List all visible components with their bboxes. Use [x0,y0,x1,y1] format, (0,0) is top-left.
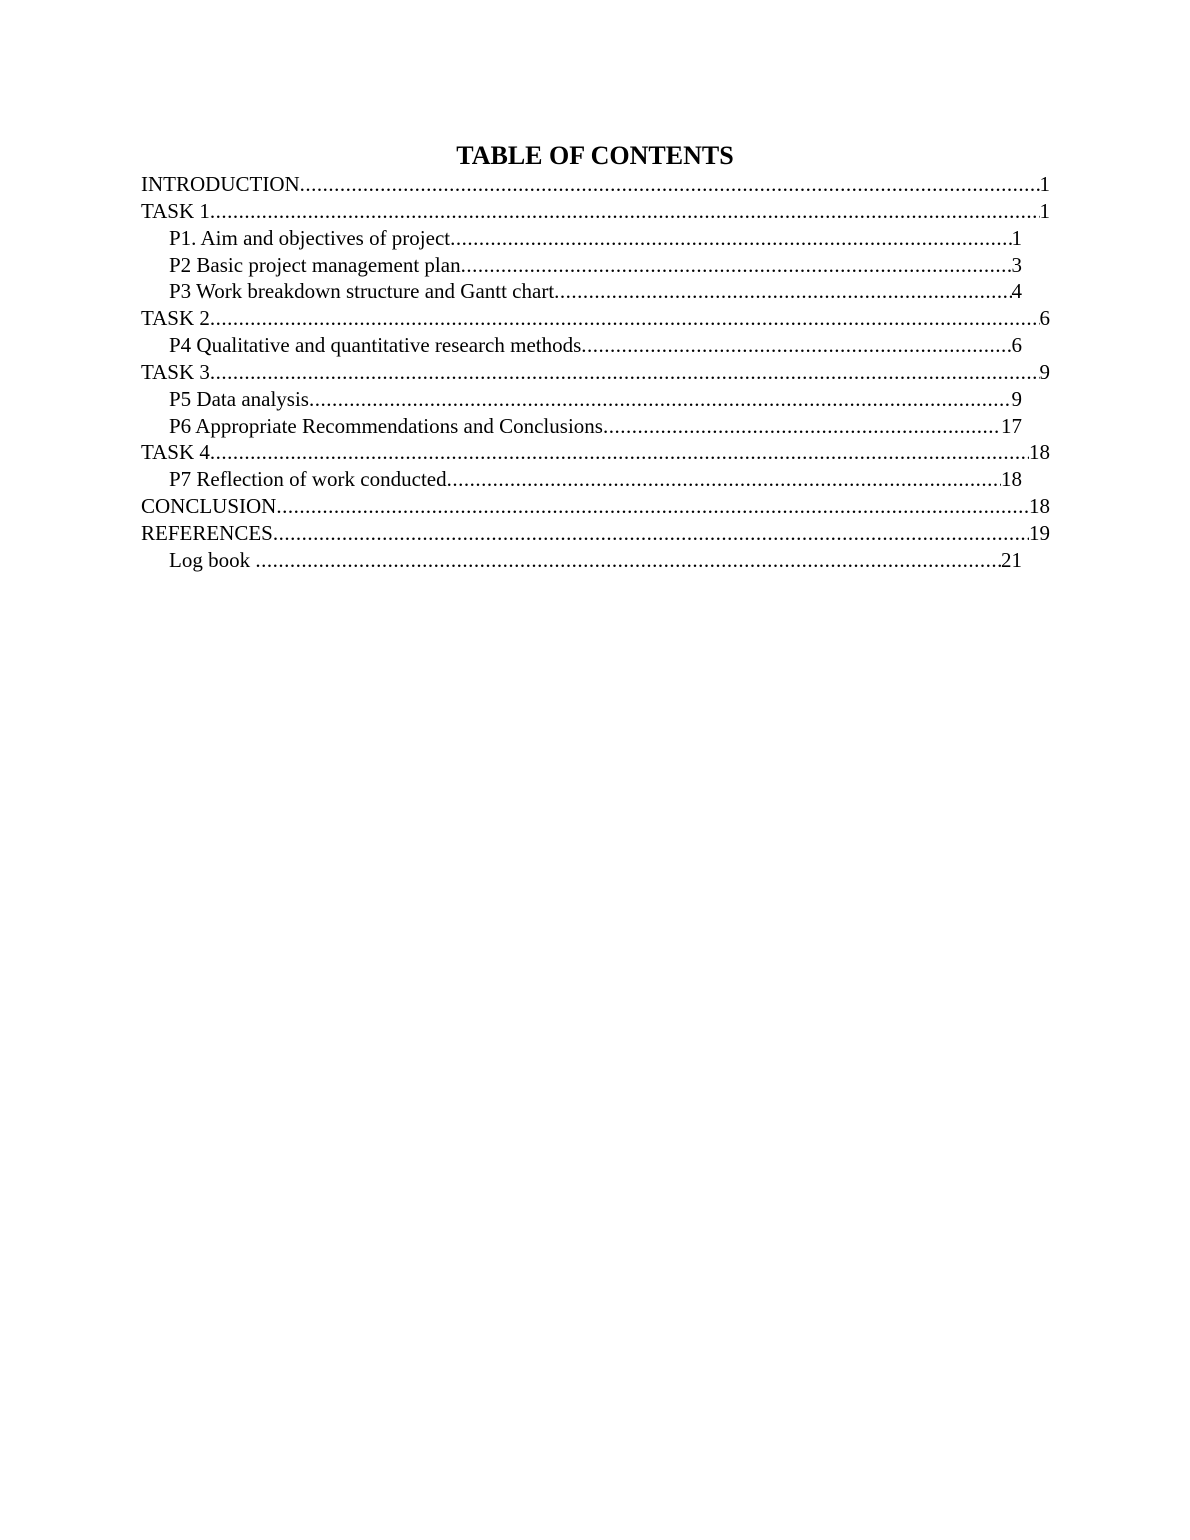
toc-entry-label: P2 Basic project management plan [169,252,461,277]
toc-entry-page: 1 [1011,225,1022,250]
toc-entry-p6[interactable] [169,413,1022,440]
toc-list [0,171,1190,574]
toc-entry-label: P1. Aim and objectives of project [169,225,451,250]
toc-entry-page: 18 [1029,494,1050,519]
toc-entry-label: REFERENCES [141,520,273,545]
toc-entry-label: INTRODUCTION [141,172,300,196]
toc-entry-page: 18 [1001,467,1022,492]
toc-entry-p2[interactable] [169,252,1022,279]
toc-dot-leader [300,171,1040,198]
toc-dot-leader [210,305,1040,332]
toc-dot-leader [210,359,1040,386]
toc-entry-label: P6 Appropriate Recommendations and Conclusions [169,413,603,438]
toc-entry-p1[interactable] [169,225,1022,252]
toc-dot-leader [450,225,1011,252]
toc-entry-page: 9 [1011,386,1022,411]
toc-dot-leader [554,278,1011,305]
toc-entry-p4[interactable] [169,332,1022,359]
toc-entry-conclusion[interactable] [141,493,1050,520]
toc-entry-label: TASK 3 [141,359,210,384]
toc-entry-introduction[interactable] [141,171,1050,198]
toc-dot-leader [603,413,1001,440]
toc-entry-label: TASK 4 [141,440,210,465]
toc-dot-leader [447,466,1001,493]
toc-entry-task-3[interactable] [141,359,1050,386]
toc-entry-label: P5 Data analysis [169,386,309,411]
toc-entry-label: P3 Work breakdown structure and Gantt chart [169,279,555,304]
toc-entry-page: 4 [1011,279,1022,304]
toc-entry-page: 6 [1011,333,1022,358]
toc-entry-page: 6 [1039,306,1050,331]
toc-entry-label: P4 Qualitative and quantitative research methods [169,333,582,358]
toc-title: TABLE OF CONTENTS [456,141,734,170]
toc-entry-p3[interactable] [169,278,1022,305]
toc-entry-label: CONCLUSION [141,494,277,519]
toc-entry-page: 17 [1001,413,1022,438]
toc-entry-page: 3 [1011,252,1022,277]
toc-entry-task-2[interactable] [141,305,1050,332]
toc-entry-page: 21 [1001,547,1022,572]
toc-entry-label: TASK 1 [141,198,210,223]
toc-dot-leader [210,198,1040,225]
toc-entry-page: 19 [1029,520,1050,545]
toc-entry-page: 18 [1029,440,1050,465]
toc-entry-p7[interactable] [169,466,1022,493]
toc-entry-task-1[interactable] [141,198,1050,225]
toc-dot-leader [461,252,1012,279]
toc-entry-page: 1 [1039,172,1050,196]
toc-entry-p5[interactable] [169,386,1022,413]
toc-entry-page: 9 [1039,359,1050,384]
toc-entry-references[interactable] [141,520,1050,547]
toc-dot-leader [309,386,1012,413]
toc-dot-leader [255,547,1001,574]
toc-entry-log-book[interactable] [169,547,1022,574]
toc-entry-label: TASK 2 [141,306,210,331]
toc-dot-leader [273,520,1029,547]
toc-dot-leader [210,439,1029,466]
toc-entry-label: P7 Reflection of work conducted [169,467,447,492]
toc-dot-leader [276,493,1029,520]
toc-entry-page: 1 [1039,198,1050,223]
toc-dot-leader [581,332,1011,359]
toc-entry-task-4[interactable] [141,439,1050,466]
toc-entry-label: Log book [169,547,256,572]
